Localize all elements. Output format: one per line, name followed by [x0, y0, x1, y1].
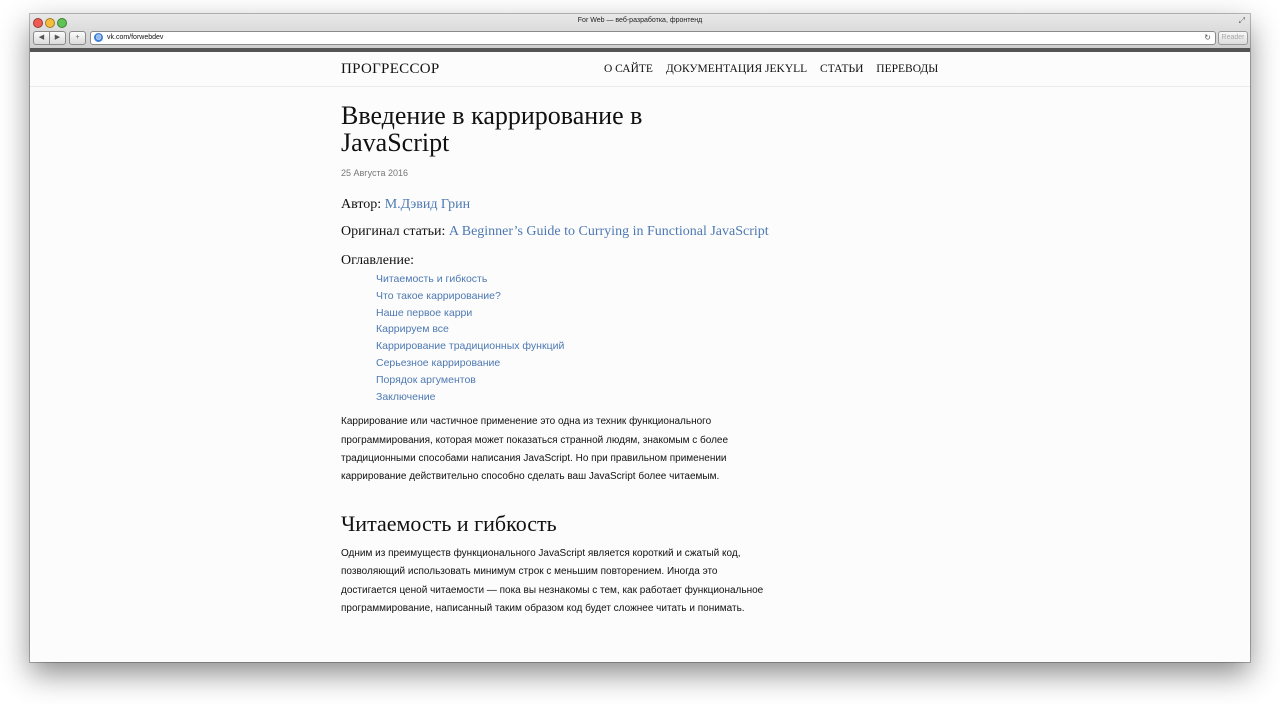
author-link[interactable]: М.Дэвид Грин [384, 197, 471, 212]
toc-item[interactable]: Порядок аргументов [376, 373, 476, 386]
section-heading: Читаемость и гибкость [341, 511, 557, 537]
toc-item[interactable]: Каррирование традиционных функций [376, 340, 565, 353]
nav-about[interactable]: О САЙТЕ [604, 63, 653, 75]
address-text[interactable]: vk.com/forwebdev [107, 34, 164, 41]
original-line [341, 223, 781, 240]
section-paragraph: Одним из преимуществ функционального JavaScript является короткий и сжатый код, позволяющий использовать минимум строк с меньшим повторением. Иногда это достигается ценой читаемости — пока вы незнакомы с тем, как работает функциональное программирование, написанный таким образом код будет сложнее читать и понимать. [341, 548, 764, 614]
back-arrow-icon: ◀ [38, 34, 45, 41]
web-page [30, 52, 1250, 662]
fullscreen-icon[interactable]: ⤢ [1238, 16, 1245, 25]
site-header [30, 52, 1250, 87]
site-logo[interactable]: ПРОГРЕССОР [341, 61, 440, 77]
back-button[interactable] [33, 31, 50, 45]
original-label: Оригинал статьи: [341, 224, 446, 239]
nav-translations[interactable]: ПЕРЕВОДЫ [876, 63, 939, 75]
forward-arrow-icon: ▶ [54, 34, 61, 41]
address-bar[interactable] [90, 31, 1216, 45]
nav-articles[interactable]: СТАТЬИ [820, 63, 864, 75]
nav-jekyll-docs[interactable]: ДОКУМЕНТАЦИЯ JEKYLL [665, 63, 808, 75]
article [341, 102, 781, 628]
toc-item[interactable]: Наше первое карри [376, 306, 473, 319]
toc-item[interactable]: Что такое каррирование? [376, 289, 501, 302]
article-title: Введение в каррирование в JavaScript [341, 101, 643, 157]
forward-button[interactable] [49, 31, 66, 45]
globe-icon: ◍ [95, 34, 102, 41]
window-title: For Web — веб-разработка, фронтенд [577, 17, 703, 24]
browser-toolbar [30, 14, 1250, 49]
site-nav [604, 63, 948, 75]
article-date: 25 Августа 2016 [341, 168, 409, 178]
toc-item[interactable]: Читаемость и гибкость [376, 273, 488, 285]
add-bookmark-button[interactable] [69, 31, 86, 45]
toc-item[interactable]: Каррируем все [376, 323, 449, 336]
reader-button[interactable]: Reader [1218, 31, 1248, 45]
author-label: Автор: [341, 197, 382, 212]
toc-label: Оглавление: [341, 253, 415, 268]
plus-icon: + [75, 34, 80, 41]
author-line [341, 196, 781, 213]
toc-item[interactable]: Заключение [376, 390, 436, 403]
original-link[interactable]: A Beginner’s Guide to Currying in Functional JavaScript [448, 224, 769, 239]
table-of-contents [341, 271, 781, 405]
reload-icon[interactable]: ↻ [1204, 33, 1211, 42]
browser-window [30, 14, 1250, 662]
toc-item[interactable]: Серьезное каррирование [376, 356, 501, 369]
intro-paragraph: Каррирование или частичное применение это одна из техник функционального программирования, которая может показаться странной людям, знакомым с более традиционными способами написания JavaScript. Но при правильном применении каррирование действительно способно сделать ваш JavaScript более читаемым. [341, 416, 729, 482]
